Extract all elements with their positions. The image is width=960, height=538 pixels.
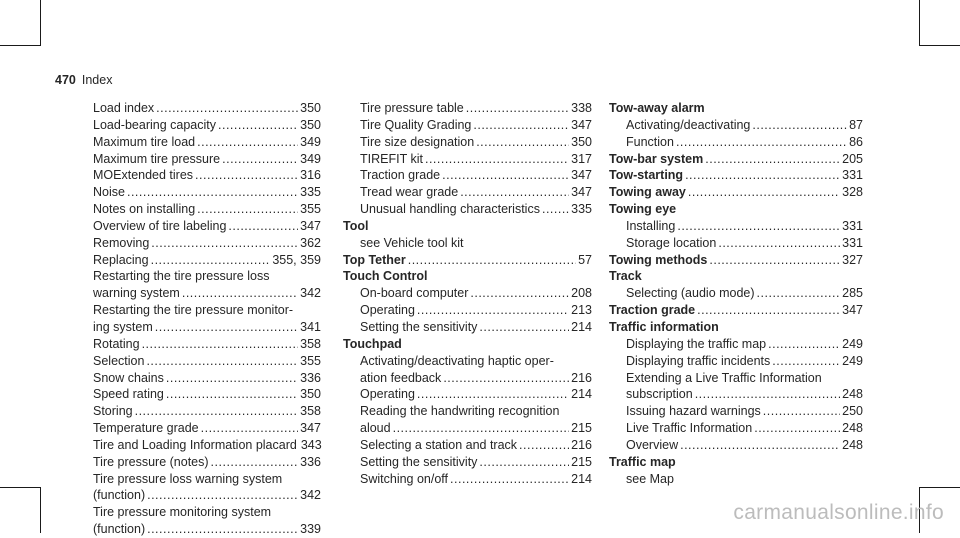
dot-leader [460, 184, 569, 201]
dot-leader [697, 302, 840, 319]
dot-leader [450, 471, 569, 488]
page-reference[interactable]: 214 [571, 387, 592, 402]
crop-mark [919, 487, 960, 488]
index-term: subscription [626, 387, 693, 402]
page-reference[interactable]: 216 [571, 437, 592, 452]
index-entry [343, 420, 592, 437]
index-entry [76, 252, 321, 269]
dot-leader [166, 386, 298, 403]
dot-leader [135, 403, 299, 420]
index-term: Reading the handwriting recognition [360, 404, 560, 419]
index-term: aloud [360, 421, 391, 436]
dot-leader [757, 285, 841, 302]
dot-leader [479, 454, 569, 471]
index-entry [343, 370, 592, 387]
index-term: see Map [626, 471, 674, 486]
index-column-3 [609, 100, 863, 487]
index-term: Issuing hazard warnings [626, 404, 761, 419]
index-term: Tow-bar system [609, 151, 704, 166]
index-entry [76, 353, 321, 370]
dot-leader [476, 134, 569, 151]
dot-leader [417, 386, 569, 403]
index-term: Displaying traffic incidents [626, 353, 771, 368]
index-entry [343, 235, 592, 252]
index-entry [343, 218, 592, 235]
index-entry [76, 521, 321, 538]
index-term: Tire pressure table [360, 101, 464, 115]
page-reference[interactable]: 343 [300, 437, 322, 452]
index-column-2 [343, 100, 592, 487]
page-reference[interactable]: 341 [300, 319, 321, 334]
index-entry [343, 184, 592, 201]
page-reference[interactable]: 336 [300, 370, 321, 385]
page-reference[interactable]: 208 [571, 286, 592, 301]
index-term: Maximum tire load [93, 134, 196, 149]
page-reference[interactable]: 350 [300, 117, 321, 132]
index-term: Tire pressure (notes) [93, 454, 209, 469]
dot-leader [156, 100, 298, 117]
dot-leader [772, 353, 840, 370]
page-reference[interactable]: 338 [571, 101, 592, 115]
index-term: Setting the sensitivity [360, 454, 478, 469]
index-term: Activating/deactivating [626, 117, 751, 132]
index-entry [609, 353, 863, 370]
dot-leader [393, 420, 570, 437]
page-reference[interactable]: 358 [300, 404, 321, 419]
page-reference[interactable]: 355, 359 [272, 252, 321, 267]
page-reference[interactable]: 339 [300, 522, 321, 537]
index-term: Selection [93, 353, 145, 368]
index-term: Replacing [93, 252, 149, 267]
index-term: see Vehicle tool kit [360, 235, 464, 250]
dot-leader [542, 201, 569, 218]
dot-leader [218, 117, 298, 134]
dot-leader [768, 336, 840, 353]
index-term: ation feedback [360, 370, 442, 385]
index-entry [76, 167, 321, 184]
index-term: Overview of tire labeling [93, 218, 227, 233]
index-term: ing system [93, 319, 153, 334]
index-term: Switching on/off [360, 471, 449, 486]
index-term: Maximum tire pressure [93, 151, 221, 166]
page-reference[interactable]: 214 [571, 319, 592, 334]
crop-mark [0, 45, 41, 46]
page-reference[interactable]: 349 [300, 151, 321, 166]
page-reference[interactable]: 215 [571, 421, 592, 436]
index-term: Tire pressure monitoring system [93, 505, 272, 520]
dot-leader [151, 235, 298, 252]
dot-leader [676, 134, 847, 151]
index-term: Towing eye [609, 202, 677, 217]
dot-leader [470, 285, 569, 302]
page-reference[interactable]: 347 [571, 185, 592, 200]
index-entry [76, 218, 321, 235]
dot-leader [466, 100, 569, 117]
index-term: Operating [360, 387, 415, 402]
page-reference[interactable]: 335 [571, 202, 592, 217]
index-entry [609, 218, 863, 235]
index-entry [343, 117, 592, 134]
page-reference[interactable]: 347 [571, 117, 592, 132]
dot-leader [709, 252, 840, 269]
index-term: Selecting (audio mode) [626, 286, 755, 301]
index-term: Tow-away alarm [609, 101, 705, 115]
page-reference[interactable]: 347 [300, 421, 321, 436]
index-entry [76, 134, 321, 151]
index-term: Rotating [93, 336, 140, 351]
index-term: Live Traffic Information [626, 421, 753, 436]
index-term: Setting the sensitivity [360, 319, 478, 334]
dot-leader [680, 437, 840, 454]
dot-leader [147, 521, 298, 538]
crop-mark [0, 487, 41, 488]
index-entry [76, 437, 321, 454]
index-entry [76, 117, 321, 134]
page-title: Index [81, 73, 113, 87]
index-term: Traffic information [609, 319, 719, 334]
dot-leader [752, 117, 847, 134]
page-number: 470 [55, 73, 76, 87]
page-reference[interactable]: 248 [842, 421, 863, 436]
index-entry [609, 370, 863, 387]
dot-leader [197, 134, 298, 151]
page-reference[interactable]: 350 [300, 101, 321, 115]
index-entry [343, 353, 592, 370]
index-entry [343, 386, 592, 403]
dot-leader [443, 370, 569, 387]
index-term: Tire size designation [360, 134, 475, 149]
index-term: Operating [360, 303, 415, 318]
index-entry [609, 100, 863, 117]
index-entry [609, 134, 863, 151]
index-entry [76, 370, 321, 387]
index-term: Storage location [626, 235, 717, 250]
dot-leader [408, 252, 576, 269]
index-entry [76, 403, 321, 420]
dot-leader [417, 302, 569, 319]
index-term: Storing [93, 404, 133, 419]
index-entry [609, 471, 863, 488]
index-entry [609, 420, 863, 437]
index-term: Towing away [609, 185, 686, 200]
crop-mark [40, 487, 41, 533]
index-entry [76, 386, 321, 403]
index-entry [76, 504, 321, 521]
dot-leader [677, 218, 840, 235]
page-reference[interactable]: 331 [842, 235, 863, 250]
index-term: Traffic map [609, 454, 676, 469]
index-entry [609, 454, 863, 471]
dot-leader [127, 184, 298, 201]
index-term: Touch Control [343, 269, 428, 284]
index-term: Displaying the traffic map [626, 336, 767, 351]
index-entry [343, 268, 592, 285]
index-entry [343, 134, 592, 151]
dot-leader [442, 167, 569, 184]
index-entry [76, 487, 321, 504]
index-term: MOExtended tires [93, 168, 194, 183]
index-entry [76, 336, 321, 353]
page-reference[interactable]: 347 [300, 218, 321, 233]
dot-leader [718, 235, 840, 252]
index-term: Activating/deactivating haptic oper- [360, 353, 554, 368]
page-reference[interactable]: 335 [300, 185, 321, 200]
index-term: Touchpad [343, 336, 402, 351]
crop-mark [919, 45, 960, 46]
index-entry [76, 201, 321, 218]
index-term: (function) [93, 488, 146, 503]
index-term: Top Tether [343, 252, 406, 267]
page-reference[interactable]: 215 [571, 454, 592, 469]
index-entry [343, 201, 592, 218]
index-entry [609, 386, 863, 403]
dot-leader [166, 370, 298, 387]
page-reference[interactable]: 248 [842, 437, 863, 452]
index-entry [343, 285, 592, 302]
dot-leader [155, 319, 298, 336]
page-reference[interactable]: 249 [842, 336, 863, 351]
index-term: On-board computer [360, 286, 469, 301]
crop-mark [40, 0, 41, 46]
index-entry [343, 151, 592, 168]
dot-leader [754, 420, 840, 437]
page-reference[interactable]: 248 [842, 387, 863, 402]
index-term: Tool [343, 218, 369, 233]
page-reference[interactable]: 213 [571, 303, 592, 318]
dot-leader [151, 252, 271, 269]
index-term: Tire pressure loss warning system [93, 471, 283, 486]
index-term: Snow chains [93, 370, 164, 385]
dot-leader [197, 201, 298, 218]
index-term: Function [626, 134, 674, 149]
index-entry [609, 336, 863, 353]
index-entry [609, 151, 863, 168]
index-entry [76, 420, 321, 437]
page-reference[interactable]: 342 [300, 488, 321, 503]
watermark: carmanualsonline.info [733, 501, 944, 524]
page-reference[interactable]: 205 [842, 151, 863, 166]
index-term: Removing [93, 235, 150, 250]
page-reference[interactable]: 57 [578, 252, 592, 267]
index-term: Unusual handling characteristics [360, 202, 540, 217]
index-term: Temperature grade [93, 421, 199, 436]
index-entry [76, 151, 321, 168]
index-term: Selecting a station and track [360, 437, 518, 452]
dot-leader [228, 218, 298, 235]
index-term: (function) [93, 522, 146, 537]
index-entry [343, 454, 592, 471]
index-column-1 [76, 100, 321, 538]
page-reference[interactable]: 87 [849, 117, 863, 132]
dot-leader [211, 454, 299, 471]
index-entry [609, 167, 863, 184]
index-entry [343, 336, 592, 353]
page-reference[interactable]: 285 [842, 286, 863, 301]
index-term: Load-bearing capacity [93, 117, 216, 132]
dot-leader [695, 386, 840, 403]
index-entry [609, 184, 863, 201]
index-entry [76, 454, 321, 471]
index-term: Extending a Live Traffic Information [626, 370, 822, 385]
page-reference[interactable]: 331 [842, 168, 863, 183]
crop-mark [919, 0, 920, 46]
page-reference[interactable]: 249 [842, 353, 863, 368]
page-reference[interactable]: 336 [300, 454, 321, 469]
index-entry [76, 285, 321, 302]
index-entry [76, 184, 321, 201]
page-reference[interactable]: 317 [571, 151, 592, 166]
page-reference[interactable]: 358 [300, 336, 321, 351]
index-entry [609, 268, 863, 285]
page-reference[interactable]: 331 [842, 218, 863, 233]
index-entry [343, 302, 592, 319]
index-entry [609, 285, 863, 302]
index-term: Track [609, 269, 642, 284]
page-reference[interactable]: 328 [842, 185, 863, 200]
index-term: Tow-starting [609, 168, 684, 183]
index-term: Tire and Loading Information placard [93, 437, 297, 452]
index-term: Overview [626, 437, 679, 452]
dot-leader [425, 151, 569, 168]
index-entry [609, 235, 863, 252]
index-entry [343, 167, 592, 184]
index-entry [609, 117, 863, 134]
index-entry [609, 252, 863, 269]
page-reference[interactable]: 349 [300, 134, 321, 149]
index-entry [343, 403, 592, 420]
dot-leader [201, 420, 299, 437]
dot-leader [182, 285, 298, 302]
index-term: TIREFIT kit [360, 151, 423, 166]
index-term: Speed rating [93, 387, 164, 402]
page-reference[interactable]: 327 [842, 252, 863, 267]
dot-leader [688, 184, 840, 201]
dot-leader [222, 151, 298, 168]
page-header [55, 73, 112, 87]
index-entry [76, 302, 321, 319]
page-reference[interactable]: 347 [571, 168, 592, 183]
index-term: Noise [93, 185, 125, 200]
page-reference[interactable]: 216 [571, 370, 592, 385]
page-reference[interactable]: 86 [849, 134, 863, 149]
index-term: Notes on installing [93, 202, 196, 217]
page-reference[interactable]: 355 [300, 202, 321, 217]
index-entry [76, 235, 321, 252]
dot-leader [147, 487, 298, 504]
dot-leader [519, 437, 569, 454]
page-reference[interactable]: 350 [300, 387, 321, 402]
index-term: Tire Quality Grading [360, 117, 472, 132]
index-entry [76, 471, 321, 488]
index-term: Traction grade [360, 168, 441, 183]
dot-leader [763, 403, 840, 420]
index-term: Installing [626, 218, 676, 233]
page-reference[interactable]: 250 [842, 404, 863, 419]
index-entry [609, 319, 863, 336]
index-entry [343, 252, 592, 269]
dot-leader [705, 151, 840, 168]
index-entry [343, 319, 592, 336]
page-reference[interactable]: 316 [300, 168, 321, 183]
dot-leader [146, 353, 298, 370]
page-reference[interactable]: 350 [571, 134, 592, 149]
dot-leader [142, 336, 299, 353]
index-term: Tread wear grade [360, 185, 459, 200]
page-reference[interactable]: 214 [571, 471, 592, 486]
page-reference[interactable]: 362 [300, 235, 321, 250]
index-entry [76, 268, 321, 285]
index-entry [343, 437, 592, 454]
index-term: warning system [93, 286, 180, 301]
page-reference[interactable]: 347 [842, 303, 863, 318]
dot-leader [195, 167, 298, 184]
index-term: Load index [93, 101, 155, 115]
index-entry [609, 437, 863, 454]
index-term: Traction grade [609, 303, 696, 318]
index-entry [343, 471, 592, 488]
index-term: Restarting the tire pressure loss [93, 269, 270, 284]
dot-leader [479, 319, 569, 336]
index-entry [609, 201, 863, 218]
page-reference[interactable]: 355 [300, 353, 321, 368]
index-term: Restarting the tire pressure monitor- [93, 303, 294, 318]
dot-leader [473, 117, 569, 134]
index-term: Towing methods [609, 252, 708, 267]
index-entry [609, 403, 863, 420]
index-entry [76, 100, 321, 117]
index-entry [343, 100, 592, 117]
index-entry [76, 319, 321, 336]
index-entry [609, 302, 863, 319]
page-reference[interactable]: 342 [300, 286, 321, 301]
dot-leader [685, 167, 840, 184]
